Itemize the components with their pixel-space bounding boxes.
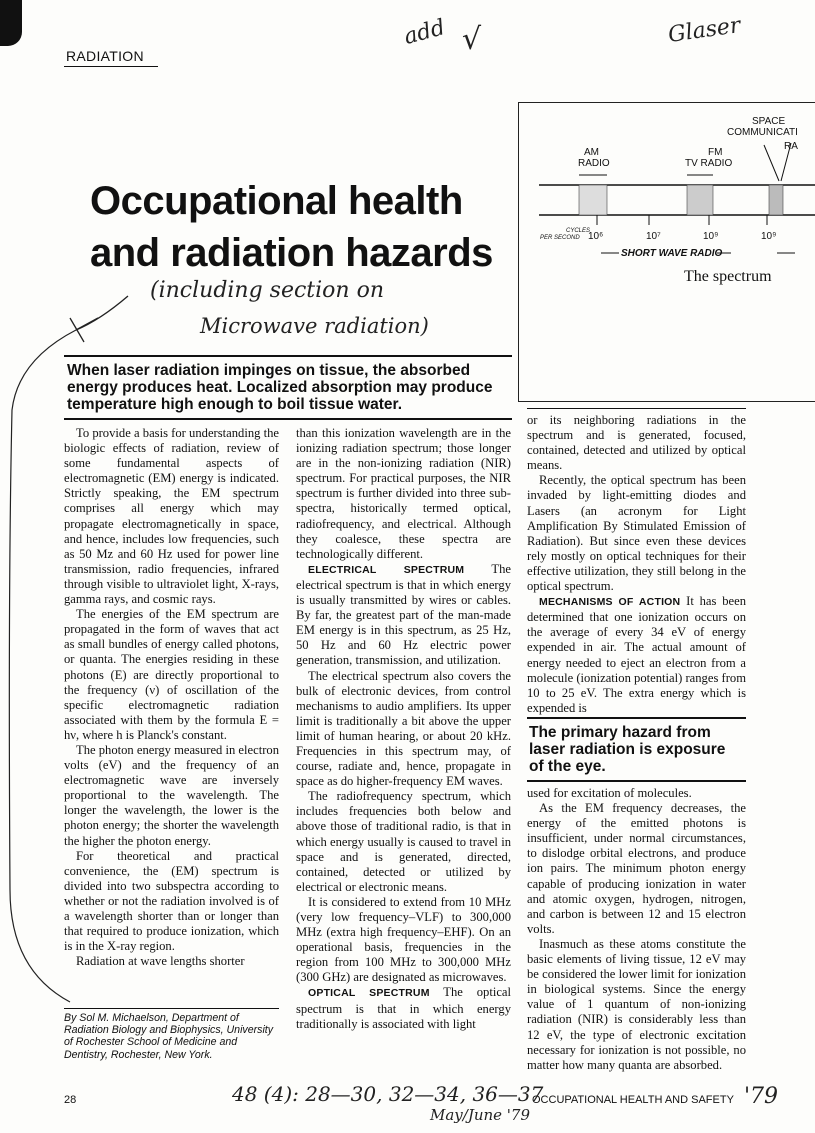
column-1 (64, 426, 279, 969)
handwritten-note-line-2: Microwave radiation) (200, 314, 429, 338)
title-line-2: and radiation hazards (90, 231, 493, 275)
section-underline (64, 66, 158, 67)
handwritten-citation: 48 (4): 28—30, 32—34, 36—37 (232, 1082, 544, 1106)
handwritten-add-note: add (401, 15, 448, 50)
handwritten-author-note: Glaser (666, 13, 742, 48)
body-paragraph: Radiation at wave lengths shorter (76, 954, 245, 969)
handwritten-checkmark: √ (462, 22, 482, 57)
body-paragraph: The radiofrequency spectrum, which includes frequencies both below and above those of traditional radio, is that in which energy usually is caused to travel in space and is generated, directed, contained, detected or utilized by electrical or electronic means. (296, 789, 511, 894)
lead-top-rule (64, 355, 512, 357)
space-comm-band (769, 185, 783, 215)
body-paragraph: than this ionization wavelength are in the ionizing radiation spectrum; those longer are in the non-ionizing radiation (NIR) spectrum. For practical purposes, the NIR spectrum is further divided into three sub-spectra, historically termed optical, radiofrequency, and electrical. Although they coalesce, these spectra are technologically different. (296, 426, 511, 561)
column-3-upper (527, 413, 746, 716)
body-paragraph: used for excitation of molecules. (527, 786, 692, 800)
body-paragraph: It is considered to extend from 10 MHz (very low frequency–VLF) to 300,000 MHz (extra high frequency–EHF). On an operational basis, frequencies in the region from 100 MHz to 300,000 MHz (300 GHz) are designated as microwaves. (296, 894, 511, 985)
subhead-optical-spectrum: OPTICAL SPECTRUM (308, 987, 430, 1000)
subhead-mechanisms-of-action: MECHANISMS OF ACTION (539, 596, 681, 609)
body-paragraph: Recently, the optical spectrum has been invaded by light-emitting diodes and Lasers (an acronym for Light Amplification By Stimulated Emission of Radiation). But since even these devices rely mostly on optical techniques for their effective utilization, they still belong in the optical spectrum. (527, 473, 746, 594)
label-cycles: CYCLES (566, 228, 591, 234)
body-paragraph: or its neighboring radiations in the spectrum and is generated, focused, contained, detected and utilized by optical means. (527, 413, 746, 473)
column-3-lower (527, 786, 746, 1073)
tick-label: 10⁷ (646, 231, 661, 242)
lead-bottom-rule (64, 418, 512, 420)
fm-tv-band (687, 185, 713, 215)
title-line-1: Occupational health (90, 179, 463, 223)
article-title (90, 175, 510, 279)
body-paragraph: For theoretical and practical convenience, the (EM) spectrum is divided into two subspectra according to whether or not the radiation involved is of a wavelength shorter than or longer than that required to produce ionization, which is in the X-ray region. (64, 848, 279, 954)
subhead-electrical-spectrum: ELECTRICAL SPECTRUM (308, 563, 465, 576)
label-per-second: PER SECOND (540, 235, 580, 241)
am-radio-band (579, 185, 607, 215)
label-short-wave: SHORT WAVE RADIO (621, 248, 723, 259)
label-tv-radio: TV RADIO (685, 158, 733, 169)
body-paragraph: The photon energy measured in electron volts (eV) and the frequency of an electromagnetic wave are inversely proportional to the wavelength. The longer the wavelength, the lower is the photon energy; the shorter the wavelength the higher the photon energy. (64, 742, 279, 848)
pull-quote-top-rule (527, 717, 746, 719)
body-paragraph: ELECTRICAL SPECTRUM The electrical spectrum is that in which energy is usually transmitted by wires or cables. By far, the greatest part of the man-made EM energy is in this spectrum, as 25 Hz, 50 Hz and 60 Hz electric power generation, transmission, and utilization. (296, 561, 511, 668)
body-paragraph: As the EM frequency decreases, the energy of the emitted photons is insufficient, under normal circumstances, to dislodge orbital electrons, and produce ion pairs. The minimum photon energy capable of producing ionization in water and atomic oxygen, hydrogen, nitrogen, and carbon is between 12 and 15 electron volts. (527, 801, 746, 936)
article-lead: When laser radiation impinges on tissue, the absorbed energy produces heat. Localized absorption may produce temperature high enough to boil tissue water. (67, 362, 493, 413)
label-am-radio: RADIO (578, 158, 610, 169)
body-paragraph: MECHANISMS OF ACTION It has been determined that one ionization occurs on the average of every 34 eV of energy expended in air. The actual amount of energy needed to eject an electron from a molecule (ionization potential) ranges from 10 to 25 eV. The extra energy which is expended is (527, 594, 747, 715)
section-label: RADIATION (66, 48, 144, 64)
label-space: SPACE (752, 116, 786, 127)
label-am: AM (584, 147, 599, 158)
pull-quote: The primary hazard from laser radiation is exposure of the eye. (529, 724, 726, 775)
page-number: 28 (64, 1094, 77, 1106)
label-communications: COMMUNICATI (727, 127, 798, 138)
body-paragraph: Inasmuch as these atoms constitute the basic elements of living tissue, 12 eV may be considered the lower limit for ionization in biological systems. Since the energy value of 1 quantum of non-ionizing radiation (NIR) is considerably less than 12 eV, the type of electronic excitation necessary for ionization is not possible, no matter how many quanta are absorbed. (527, 936, 746, 1072)
column-2 (296, 426, 511, 1032)
byline-rule (64, 1008, 279, 1009)
handwritten-year: '79 (744, 1084, 779, 1109)
body-paragraph: To provide a basis for understanding the biologic effects of radiation, review of some fundamental aspects of electromagnetic (EM) energy is indicated. Strictly speaking, the EM spectrum comprises all energy which may propagate electromagnetically in space, and hence, includes low frequencies, such as 50 Mz and 60 Hz used for power line transmission, radio frequencies, infrared through visible to ultraviolet light, X-rays, gamma rays, and cosmic rays. (64, 426, 279, 607)
author-byline: By Sol M. Michaelson, Department of Radiation Biology and Biophysics, University of Rochester School of Medicine and Dentistry, Rochester, New York. (64, 1012, 274, 1061)
journal-name: OCCUPATIONAL HEALTH AND SAFETY (532, 1094, 734, 1106)
label-radio-astronomy: RA (784, 141, 798, 152)
column-3-top-rule (527, 408, 746, 409)
scan-corner-mark (0, 0, 22, 46)
figure-caption: The spectrum (684, 268, 772, 285)
body-paragraph: OPTICAL SPECTRUM The optical spectrum is that in which energy traditionally is associated with light (296, 985, 512, 1031)
tick-label: 10⁹ (703, 231, 719, 242)
handwritten-note-line-1: (including section on (150, 278, 385, 303)
label-fm: FM (708, 147, 723, 158)
pull-quote-bottom-rule (527, 780, 746, 782)
tick-label: 10⁹ (761, 231, 777, 242)
body-paragraph: The electrical spectrum also covers the bulk of electronic devices, from control mechanisms to audio amplifiers. Its upper limit is traditionally a bit above the upper limit of human hearing, or about 20 kHz. Frequencies in this spectrum may, of course, radiate and, hence, propagate in space as do higher-frequency EM waves. (296, 668, 511, 789)
handwritten-date: May/June '79 (430, 1106, 531, 1124)
body-paragraph: The energies of the EM spectrum are propagated in the form of waves that act as small bundles of energy called photons, or quanta. The energies residing in these photons (E) are directly proportional to the frequency (ν) of oscillation of the specific electromagnetic radiation associated with them by the formula E = hν, where h is Planck's constant. (64, 607, 279, 742)
tick-label: 10⁶ (588, 231, 604, 242)
